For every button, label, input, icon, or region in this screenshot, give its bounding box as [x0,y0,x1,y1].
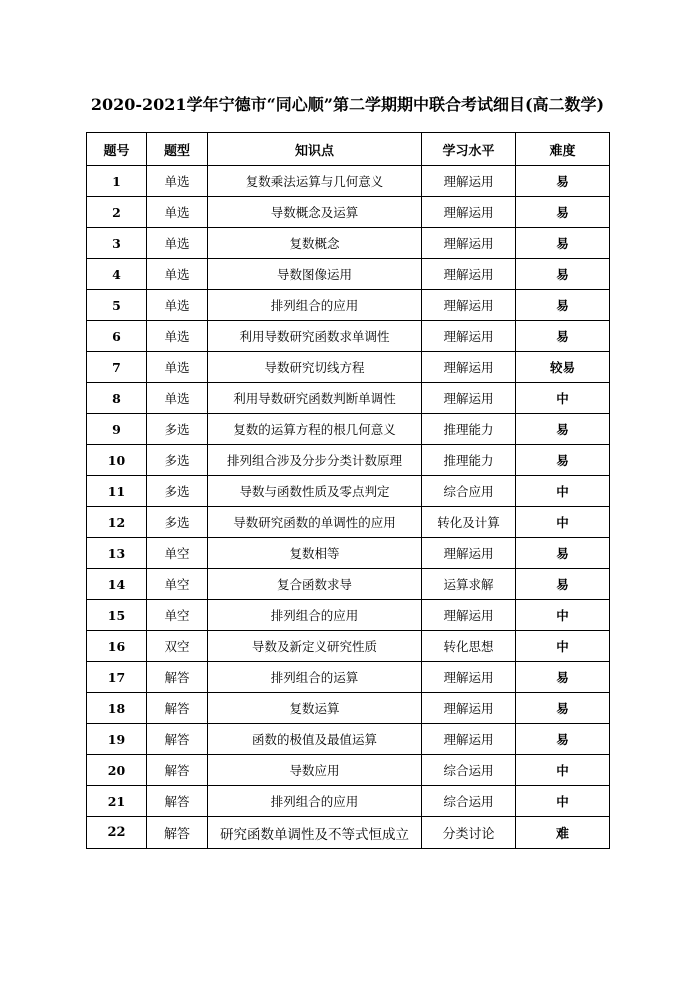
knowledge-point-cell: 利用导数研究函数求单调性 [208,321,422,352]
question-type-cell: 单选 [147,290,208,321]
learning-level-cell: 理解运用 [422,600,516,631]
difficulty-cell: 易 [516,693,610,724]
knowledge-point-cell: 导数图像运用 [208,259,422,290]
difficulty-cell: 难 [516,817,610,849]
question-type-cell: 单空 [147,569,208,600]
difficulty-cell: 中 [516,786,610,817]
table-row [87,786,610,817]
question-type-cell: 解答 [147,755,208,786]
question-type-cell: 解答 [147,662,208,693]
difficulty-cell: 中 [516,600,610,631]
difficulty-cell: 易 [516,724,610,755]
learning-level-cell: 理解运用 [422,383,516,414]
question-type-cell: 多选 [147,507,208,538]
question-number-cell: 8 [87,383,147,414]
question-type-cell: 单选 [147,197,208,228]
table-body [87,166,610,849]
difficulty-cell: 易 [516,538,610,569]
table-row [87,383,610,414]
learning-level-cell: 综合运用 [422,755,516,786]
learning-level-cell: 综合运用 [422,786,516,817]
table-row [87,166,610,197]
table-row [87,817,610,849]
table-row [87,631,610,662]
knowledge-point-cell: 排列组合的应用 [208,290,422,321]
difficulty-cell: 易 [516,197,610,228]
table-row [87,569,610,600]
header-question-number: 题号 [87,133,147,166]
difficulty-cell: 易 [516,290,610,321]
question-type-cell: 单选 [147,228,208,259]
learning-level-cell: 理解运用 [422,228,516,259]
table-row [87,662,610,693]
question-type-cell: 解答 [147,724,208,755]
knowledge-point-cell: 导数研究切线方程 [208,352,422,383]
header-question-type: 题型 [147,133,208,166]
question-type-cell: 双空 [147,631,208,662]
question-type-cell: 单选 [147,166,208,197]
difficulty-cell: 中 [516,476,610,507]
knowledge-point-cell: 复数相等 [208,538,422,569]
question-type-cell: 多选 [147,414,208,445]
learning-level-cell: 理解运用 [422,352,516,383]
learning-level-cell: 综合应用 [422,476,516,507]
knowledge-point-cell: 利用导数研究函数判断单调性 [208,383,422,414]
knowledge-point-cell: 导数及新定义研究性质 [208,631,422,662]
question-number-cell: 12 [87,507,147,538]
difficulty-cell: 易 [516,445,610,476]
table-row [87,538,610,569]
learning-level-cell: 理解运用 [422,662,516,693]
question-number-cell: 11 [87,476,147,507]
difficulty-cell: 易 [516,259,610,290]
table-row [87,507,610,538]
knowledge-point-cell: 导数与函数性质及零点判定 [208,476,422,507]
table-row [87,228,610,259]
knowledge-point-cell: 排列组合的应用 [208,600,422,631]
knowledge-point-cell: 复数乘法运算与几何意义 [208,166,422,197]
knowledge-point-cell: 导数研究函数的单调性的应用 [208,507,422,538]
question-number-cell: 17 [87,662,147,693]
question-type-cell: 单选 [147,259,208,290]
learning-level-cell: 转化及计算 [422,507,516,538]
learning-level-cell: 理解运用 [422,724,516,755]
question-type-cell: 单选 [147,321,208,352]
learning-level-cell: 理解运用 [422,321,516,352]
difficulty-cell: 易 [516,569,610,600]
question-number-cell: 1 [87,166,147,197]
question-type-cell: 解答 [147,693,208,724]
question-number-cell: 14 [87,569,147,600]
knowledge-point-cell: 函数的极值及最值运算 [208,724,422,755]
question-number-cell: 7 [87,352,147,383]
question-number-cell: 10 [87,445,147,476]
question-number-cell: 16 [87,631,147,662]
question-type-cell: 多选 [147,476,208,507]
question-number-cell: 4 [87,259,147,290]
learning-level-cell: 理解运用 [422,693,516,724]
difficulty-cell: 中 [516,383,610,414]
question-type-cell: 解答 [147,817,208,849]
knowledge-point-cell: 复数运算 [208,693,422,724]
learning-level-cell: 推理能力 [422,414,516,445]
header-learning-level: 学习水平 [422,133,516,166]
question-type-cell: 单空 [147,538,208,569]
difficulty-cell: 较易 [516,352,610,383]
knowledge-point-cell: 复合函数求导 [208,569,422,600]
knowledge-point-cell: 复数的运算方程的根几何意义 [208,414,422,445]
question-number-cell: 22 [87,817,147,849]
table-row [87,476,610,507]
difficulty-cell: 易 [516,414,610,445]
learning-level-cell: 理解运用 [422,166,516,197]
knowledge-point-cell: 复数概念 [208,228,422,259]
learning-level-cell: 运算求解 [422,569,516,600]
question-type-cell: 单选 [147,352,208,383]
question-number-cell: 13 [87,538,147,569]
table-row [87,724,610,755]
learning-level-cell: 推理能力 [422,445,516,476]
question-type-cell: 解答 [147,786,208,817]
knowledge-point-cell: 排列组合的运算 [208,662,422,693]
page-title: 2020-2021学年宁德市“同心顺”第二学期期中联合考试细目(高二数学) [90,95,605,114]
question-type-cell: 单空 [147,600,208,631]
question-number-cell: 20 [87,755,147,786]
learning-level-cell: 转化思想 [422,631,516,662]
difficulty-cell: 易 [516,662,610,693]
knowledge-point-cell: 研究函数单调性及不等式恒成立 [208,817,422,849]
question-number-cell: 6 [87,321,147,352]
difficulty-cell: 中 [516,755,610,786]
question-number-cell: 19 [87,724,147,755]
knowledge-point-cell: 排列组合涉及分步分类计数原理 [208,445,422,476]
learning-level-cell: 理解运用 [422,538,516,569]
difficulty-cell: 易 [516,321,610,352]
question-number-cell: 3 [87,228,147,259]
question-number-cell: 18 [87,693,147,724]
difficulty-cell: 易 [516,166,610,197]
knowledge-point-cell: 导数概念及运算 [208,197,422,228]
exam-detail-table [86,132,610,849]
difficulty-cell: 中 [516,631,610,662]
question-number-cell: 9 [87,414,147,445]
knowledge-point-cell: 导数应用 [208,755,422,786]
table-row [87,693,610,724]
table-row [87,755,610,786]
table-row [87,352,610,383]
table-row [87,600,610,631]
table-row [87,321,610,352]
question-number-cell: 2 [87,197,147,228]
question-type-cell: 多选 [147,445,208,476]
table-row [87,197,610,228]
question-number-cell: 5 [87,290,147,321]
header-difficulty: 难度 [516,133,610,166]
table-row [87,259,610,290]
question-number-cell: 15 [87,600,147,631]
learning-level-cell: 分类讨论 [422,817,516,849]
difficulty-cell: 易 [516,228,610,259]
table-row [87,290,610,321]
question-type-cell: 单选 [147,383,208,414]
table-header-row [87,133,610,166]
header-knowledge-point: 知识点 [208,133,422,166]
learning-level-cell: 理解运用 [422,197,516,228]
table-row [87,414,610,445]
table-row [87,445,610,476]
question-number-cell: 21 [87,786,147,817]
learning-level-cell: 理解运用 [422,290,516,321]
knowledge-point-cell: 排列组合的应用 [208,786,422,817]
learning-level-cell: 理解运用 [422,259,516,290]
difficulty-cell: 中 [516,507,610,538]
